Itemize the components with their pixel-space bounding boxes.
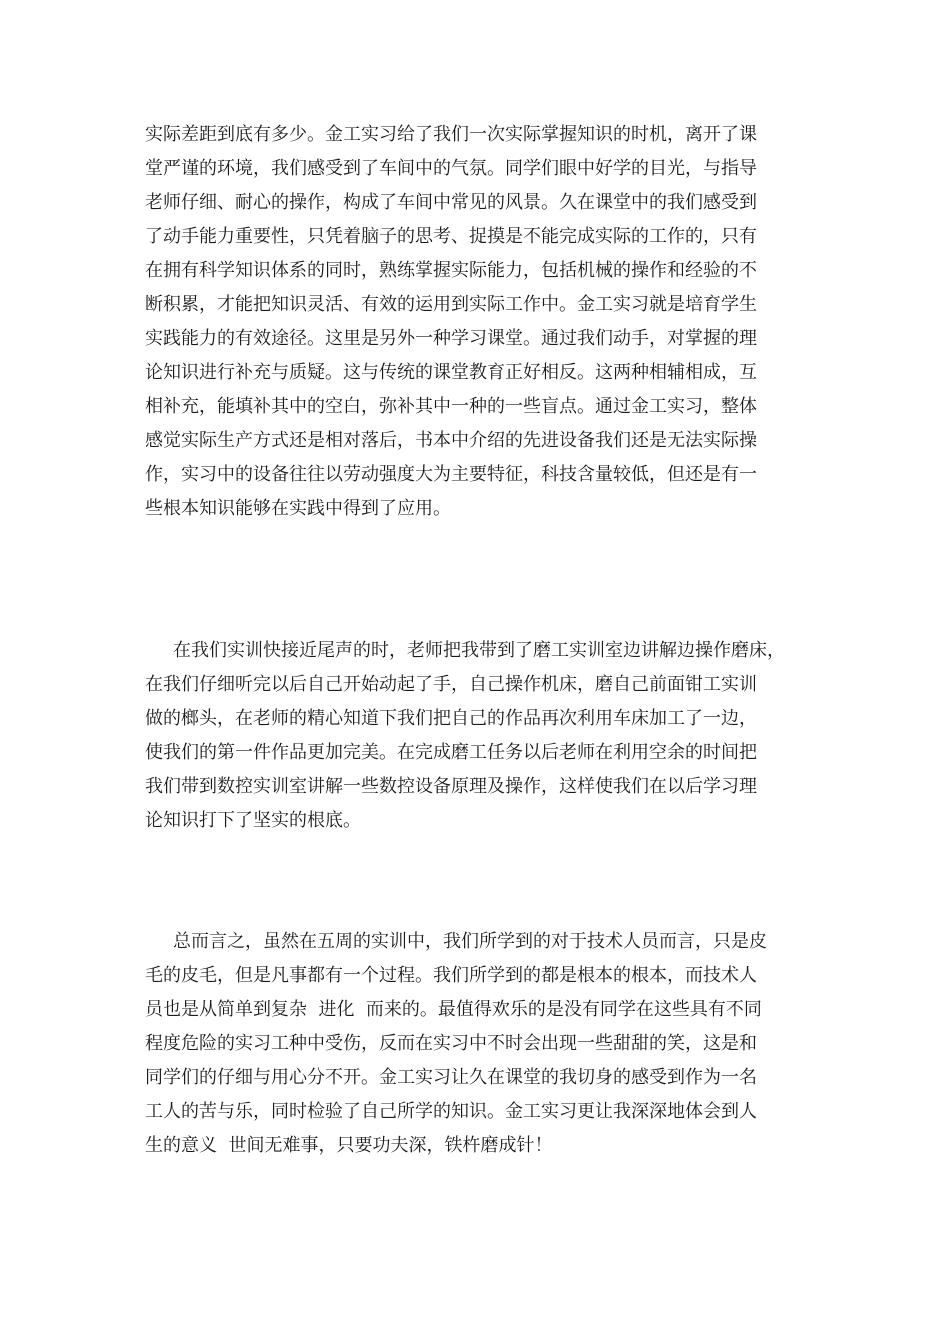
text-line: 堂严谨的环境，我们感受到了车间中的气氛。同学们眼中好学的目光，与指导 <box>145 158 757 179</box>
text-line: 使我们的第一件作品更加完美。在完成磨工任务以后老师在利用空余的时间把 <box>145 742 757 763</box>
paragraph-practice-value <box>145 118 835 526</box>
text-line: 老师仔细、耐心的操作，构成了车间中常见的风景。久在课堂中的我们感受到 <box>145 192 757 213</box>
paragraph-grinding-training <box>145 634 835 838</box>
text-line: 员也是从简单到复杂 进化 而来的。最值得欢乐的是没有同学在这些具有不同 <box>145 999 762 1020</box>
text-line: 些根本知识能够在实践中得到了应用。 <box>145 498 451 519</box>
text-line: 了动手能力重要性，只凭着脑子的思考、捉摸是不能完成实际的工作的，只有 <box>145 226 757 247</box>
text-line: 在我们实训快接近尾声的时，老师把我带到了磨工实训室边讲解边操作磨床， <box>173 640 785 661</box>
text-line: 作，实习中的设备往往以劳动强度大为主要特征，科技含量较低，但还是有一 <box>145 464 757 485</box>
text-line: 论知识进行补充与质疑。这与传统的课堂教育正好相反。这两种相辅相成，互 <box>145 362 757 383</box>
text-line: 程度危险的实习工种中受伤，反而在实习中不时会出现一些甜甜的笑，这是和 <box>145 1033 757 1054</box>
text-line: 实际差距到底有多少。金工实习给了我们一次实际掌握知识的时机，离开了课 <box>145 124 757 145</box>
text-line: 在我们仔细听完以后自己开始动起了手，自己操作机床，磨自己前面钳工实训 <box>145 674 757 695</box>
text-line: 感觉实际生产方式还是相对落后，书本中介绍的先进设备我们还是无法实际操 <box>145 430 757 451</box>
text-line: 在拥有科学知识体系的同时，熟练掌握实际能力，包括机械的操作和经验的不 <box>145 260 757 281</box>
paragraph-summary <box>145 925 835 1163</box>
text-line: 工人的苦与乐，同时检验了自己所学的知识。金工实习更让我深深地体会到人 <box>145 1101 757 1122</box>
text-line: 做的榔头，在老师的精心知道下我们把自己的作品再次利用车床加工了一边， <box>145 708 757 729</box>
text-line: 相补充，能填补其中的空白，弥补其中一种的一些盲点。通过金工实习，整体 <box>145 396 757 417</box>
text-line: 总而言之，虽然在五周的实训中，我们所学到的对于技术人员而言，只是皮 <box>173 931 767 952</box>
text-line: 实践能力的有效途径。这里是另外一种学习课堂。通过我们动手，对掌握的理 <box>145 328 757 349</box>
text-line: 毛的皮毛，但是凡事都有一个过程。我们所学到的都是根本的根本，而技术人 <box>145 965 757 986</box>
text-line: 论知识打下了坚实的根底。 <box>145 810 361 831</box>
text-line: 同学们的仔细与用心分不开。金工实习让久在课堂的我切身的感受到作为一名 <box>145 1067 757 1088</box>
text-line: 断积累，才能把知识灵活、有效的运用到实际工作中。金工实习就是培育学生 <box>145 294 757 315</box>
text-line: 生的意义 世间无难事，只要功夫深，铁杵磨成针！ <box>145 1135 553 1156</box>
text-line: 我们带到数控实训室讲解一些数控设备原理及操作，这样使我们在以后学习理 <box>145 776 757 797</box>
